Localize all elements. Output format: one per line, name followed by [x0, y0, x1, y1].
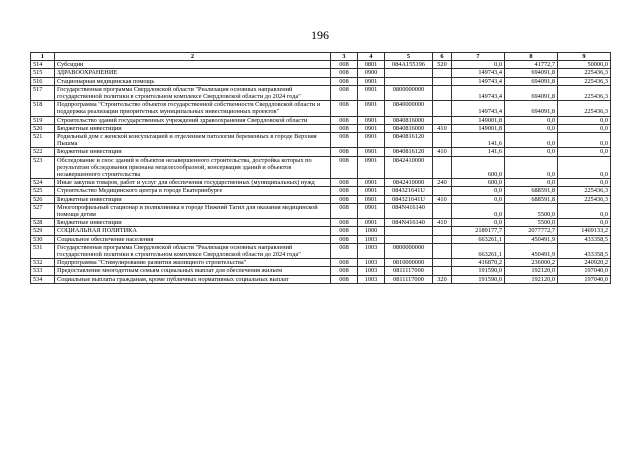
target-article-code: 0800000000 [385, 85, 433, 100]
expense-type-code [433, 116, 452, 124]
section-code: 0901 [358, 219, 385, 227]
table-row [31, 133, 611, 148]
row-description: Подпрограмма "Строительство объектов государственной собственности Свердловской области и поддержка реализации приоритетных муниципальных инвестиционных проектов" [55, 101, 331, 116]
row-number: 534 [31, 275, 55, 283]
table-row [31, 227, 611, 235]
row-number: 519 [31, 116, 55, 124]
target-article-code: 084321641U [385, 195, 433, 203]
row-description: Строительство зданий государственных учреждений здравоохранения Свердловской области [55, 116, 331, 124]
ministry-code: 008 [331, 195, 358, 203]
section-code: 0901 [358, 179, 385, 187]
amount-year-3: 0,0 [558, 219, 611, 227]
amount-year-3: 0,0 [558, 133, 611, 148]
row-description: Стационарная медицинская помощь [55, 77, 331, 85]
target-article-code: 0800000000 [385, 243, 433, 258]
target-article-code: 0840816000 [385, 124, 433, 132]
ministry-code: 008 [331, 101, 358, 116]
section-code: 0901 [358, 148, 385, 156]
ministry-code: 008 [331, 259, 358, 267]
expense-type-code [433, 77, 452, 85]
expense-type-code [433, 156, 452, 179]
header-cell: 2 [55, 53, 331, 61]
amount-year-2: 688591,8 [505, 187, 558, 195]
ministry-code: 008 [331, 219, 358, 227]
table-row [31, 275, 611, 283]
ministry-code: 008 [331, 275, 358, 283]
amount-year-3: 225436,3 [558, 77, 611, 85]
header-cell: 4 [358, 53, 385, 61]
expense-type-code: 520 [433, 61, 452, 69]
expense-type-code [433, 227, 452, 235]
target-article-code: 0810000000 [385, 259, 433, 267]
amount-year-3: 1469133,2 [558, 227, 611, 235]
amount-year-1: 0,0 [452, 203, 505, 218]
amount-year-3: 0,0 [558, 179, 611, 187]
amount-year-3: 197040,0 [558, 267, 611, 275]
amount-year-1: 149743,4 [452, 69, 505, 77]
ministry-code: 008 [331, 116, 358, 124]
amount-year-1: 0,0 [452, 187, 505, 195]
row-number: 520 [31, 124, 55, 132]
table-row [31, 156, 611, 179]
row-description: Бюджетные инвестиции [55, 219, 331, 227]
amount-year-2: 192120,0 [505, 267, 558, 275]
row-description: Государственная программа Свердловской области "Реализация основных направлений государственной политики в строительном комплексе Свердловской области до 2024 года" [55, 85, 331, 100]
ministry-code: 008 [331, 235, 358, 243]
section-code: 1003 [358, 259, 385, 267]
ministry-code: 008 [331, 179, 358, 187]
amount-year-1: 191590,0 [452, 275, 505, 283]
table-row [31, 267, 611, 275]
target-article-code: 084N416140 [385, 219, 433, 227]
target-article-code: 084A155196 [385, 61, 433, 69]
expense-type-code: 410 [433, 124, 452, 132]
row-number: 527 [31, 203, 55, 218]
amount-year-3: 0,0 [558, 156, 611, 179]
row-description: Обследование и снос зданий и объектов незавершенного строительства, достройка которых по результатам обследования признана нецелесообразной, консервация зданий и объектов незавершенного строительства [55, 156, 331, 179]
amount-year-2: 0,0 [505, 148, 558, 156]
amount-year-1: 0,0 [452, 61, 505, 69]
row-description: Бюджетные инвестиции [55, 195, 331, 203]
amount-year-2: 5500,0 [505, 219, 558, 227]
amount-year-1: 191590,0 [452, 267, 505, 275]
amount-year-3: 0,0 [558, 148, 611, 156]
target-article-code [385, 77, 433, 85]
expense-type-code [433, 235, 452, 243]
amount-year-1: 0,0 [452, 219, 505, 227]
row-number: 526 [31, 195, 55, 203]
section-code: 1003 [358, 275, 385, 283]
target-article-code: 084321641U [385, 187, 433, 195]
amount-year-3: 433358,5 [558, 235, 611, 243]
table-row [31, 179, 611, 187]
row-number: 514 [31, 61, 55, 69]
amount-year-2: 694091,8 [505, 101, 558, 116]
amount-year-1: 0,0 [452, 195, 505, 203]
target-article-code: 0840816120 [385, 133, 433, 148]
target-article-code: 0842410000 [385, 156, 433, 179]
amount-year-1: 141,6 [452, 148, 505, 156]
ministry-code: 008 [331, 148, 358, 156]
target-article-code: 0840816000 [385, 116, 433, 124]
amount-year-2: 236000,2 [505, 259, 558, 267]
amount-year-1: 600,0 [452, 179, 505, 187]
ministry-code: 008 [331, 133, 358, 148]
row-number: 518 [31, 101, 55, 116]
expense-type-code: 410 [433, 195, 452, 203]
amount-year-3: 0,0 [558, 124, 611, 132]
amount-year-1: 149743,4 [452, 85, 505, 100]
amount-year-2: 694091,8 [505, 69, 558, 77]
section-code: 0901 [358, 101, 385, 116]
section-code: 1003 [358, 243, 385, 258]
ministry-code: 008 [331, 124, 358, 132]
amount-year-3: 50000,0 [558, 61, 611, 69]
row-description: Социальные выплаты гражданам, кроме публичных нормативных социальных выплат [55, 275, 331, 283]
table-row [31, 85, 611, 100]
row-description: Бюджетные инвестиции [55, 148, 331, 156]
amount-year-2: 192120,0 [505, 275, 558, 283]
amount-year-2: 694091,8 [505, 85, 558, 100]
section-code: 1003 [358, 267, 385, 275]
ministry-code: 008 [331, 61, 358, 69]
amount-year-3: 197040,0 [558, 275, 611, 283]
amount-year-1: 416870,2 [452, 259, 505, 267]
amount-year-3: 225436,3 [558, 85, 611, 100]
amount-year-3: 225436,3 [558, 69, 611, 77]
section-code: 0900 [358, 69, 385, 77]
header-cell: 7 [452, 53, 505, 61]
target-article-code [385, 235, 433, 243]
section-code: 0901 [358, 124, 385, 132]
expense-type-code [433, 259, 452, 267]
amount-year-2: 450491,9 [505, 235, 558, 243]
ministry-code: 008 [331, 85, 358, 100]
ministry-code: 008 [331, 156, 358, 179]
amount-year-2: 2077772,7 [505, 227, 558, 235]
expense-type-code: 410 [433, 148, 452, 156]
table-row [31, 69, 611, 77]
amount-year-1: 600,0 [452, 156, 505, 179]
amount-year-2: 0,0 [505, 133, 558, 148]
row-number: 517 [31, 85, 55, 100]
header-cell: 9 [558, 53, 611, 61]
table-row [31, 101, 611, 116]
header-cell: 8 [505, 53, 558, 61]
row-number: 522 [31, 148, 55, 156]
target-article-code: 0842410000 [385, 179, 433, 187]
section-code: 0901 [358, 195, 385, 203]
row-number: 532 [31, 259, 55, 267]
amount-year-1: 149743,4 [452, 77, 505, 85]
amount-year-3: 240920,2 [558, 259, 611, 267]
section-code: 0901 [358, 156, 385, 179]
section-code: 1003 [358, 235, 385, 243]
ministry-code: 008 [331, 267, 358, 275]
row-number: 523 [31, 156, 55, 179]
ministry-code: 008 [331, 243, 358, 258]
table-row [31, 219, 611, 227]
table-row [31, 203, 611, 218]
amount-year-2: 5500,0 [505, 203, 558, 218]
expense-type-code [433, 243, 452, 258]
page-number: 196 [311, 28, 329, 42]
row-description: Социальное обеспечение населения [55, 235, 331, 243]
header-cell: 3 [331, 53, 358, 61]
table-row [31, 259, 611, 267]
expense-type-code: 410 [433, 219, 452, 227]
section-code: 1000 [358, 227, 385, 235]
ministry-code: 008 [331, 77, 358, 85]
ministry-code: 008 [331, 227, 358, 235]
amount-year-1: 149001,8 [452, 124, 505, 132]
amount-year-1: 663261,1 [452, 235, 505, 243]
amount-year-2: 0,0 [505, 179, 558, 187]
section-code: 0901 [358, 203, 385, 218]
section-code: 0901 [358, 187, 385, 195]
row-number: 528 [31, 219, 55, 227]
row-description: Предоставление многодетным семьям социальных выплат для обеспечения жильем [55, 267, 331, 275]
target-article-code: 084N416140 [385, 203, 433, 218]
row-number: 524 [31, 179, 55, 187]
amount-year-2: 0,0 [505, 116, 558, 124]
target-article-code: 0840000000 [385, 101, 433, 116]
section-code: 0901 [358, 85, 385, 100]
budget-table [30, 52, 611, 284]
section-code: 0901 [358, 133, 385, 148]
amount-year-2: 450491,9 [505, 243, 558, 258]
row-description: ЗДРАВООХРАНЕНИЕ [55, 69, 331, 77]
amount-year-1: 149743,4 [452, 101, 505, 116]
table-row [31, 187, 611, 195]
row-number: 521 [31, 133, 55, 148]
expense-type-code [433, 85, 452, 100]
table-row [31, 116, 611, 124]
amount-year-1: 149001,8 [452, 116, 505, 124]
row-number: 530 [31, 235, 55, 243]
section-code: 0801 [358, 61, 385, 69]
row-number: 531 [31, 243, 55, 258]
table-row [31, 77, 611, 85]
row-description: Иные закупки товаров, работ и услуг для обеспечения государственных (муниципальных) нужд [55, 179, 331, 187]
header-cell: 1 [31, 53, 55, 61]
amount-year-2: 41772,7 [505, 61, 558, 69]
table-header [31, 53, 611, 61]
amount-year-3: 225436,3 [558, 195, 611, 203]
target-article-code: 0811117000 [385, 275, 433, 283]
row-number: 516 [31, 77, 55, 85]
amount-year-3: 0,0 [558, 203, 611, 218]
amount-year-3: 225436,3 [558, 101, 611, 116]
expense-type-code [433, 133, 452, 148]
target-article-code [385, 69, 433, 77]
row-number: 515 [31, 69, 55, 77]
expense-type-code [433, 101, 452, 116]
expense-type-code [433, 267, 452, 275]
expense-type-code: 320 [433, 275, 452, 283]
target-article-code: 0811117000 [385, 267, 433, 275]
row-number: 529 [31, 227, 55, 235]
row-description: Многопрофильный стационар и поликлиника в городе Нижний Тагил для оказания медицинской помощи детям [55, 203, 331, 218]
table-row [31, 61, 611, 69]
section-code: 0901 [358, 77, 385, 85]
table-row [31, 235, 611, 243]
amount-year-3: 0,0 [558, 116, 611, 124]
row-description: Бюджетные инвестиции [55, 124, 331, 132]
amount-year-1: 663261,1 [452, 243, 505, 258]
row-description: Субсидии [55, 61, 331, 69]
row-description: СОЦИАЛЬНАЯ ПОЛИТИКА [55, 227, 331, 235]
row-number: 533 [31, 267, 55, 275]
amount-year-1: 141,6 [452, 133, 505, 148]
row-description: Государственная программа Свердловской области "Реализация основных направлений государственной политики в строительном комплексе Свердловской области до 2024 года" [55, 243, 331, 258]
expense-type-code [433, 187, 452, 195]
ministry-code: 008 [331, 69, 358, 77]
row-description: Подпрограмма "Стимулирование развития жилищного строительства" [55, 259, 331, 267]
table-row [31, 124, 611, 132]
table-row [31, 243, 611, 258]
header-cell: 6 [433, 53, 452, 61]
amount-year-2: 0,0 [505, 124, 558, 132]
section-code: 0901 [358, 116, 385, 124]
table-row [31, 148, 611, 156]
amount-year-3: 433358,5 [558, 243, 611, 258]
amount-year-3: 225436,3 [558, 187, 611, 195]
ministry-code: 008 [331, 187, 358, 195]
ministry-code: 008 [331, 203, 358, 218]
expense-type-code [433, 203, 452, 218]
amount-year-1: 2189177,7 [452, 227, 505, 235]
row-description: Строительство Медицинского центра в городе Екатеринбурге [55, 187, 331, 195]
table-row [31, 195, 611, 203]
amount-year-2: 688591,8 [505, 195, 558, 203]
row-description: Родильный дом с женской консультацией и отделением патологии беременных в городе Верхняя Пышма [55, 133, 331, 148]
expense-type-code: 240 [433, 179, 452, 187]
expense-type-code [433, 69, 452, 77]
target-article-code [385, 227, 433, 235]
header-cell: 5 [385, 53, 433, 61]
target-article-code: 0840816120 [385, 148, 433, 156]
row-number: 525 [31, 187, 55, 195]
amount-year-2: 0,0 [505, 156, 558, 179]
amount-year-2: 694091,8 [505, 77, 558, 85]
